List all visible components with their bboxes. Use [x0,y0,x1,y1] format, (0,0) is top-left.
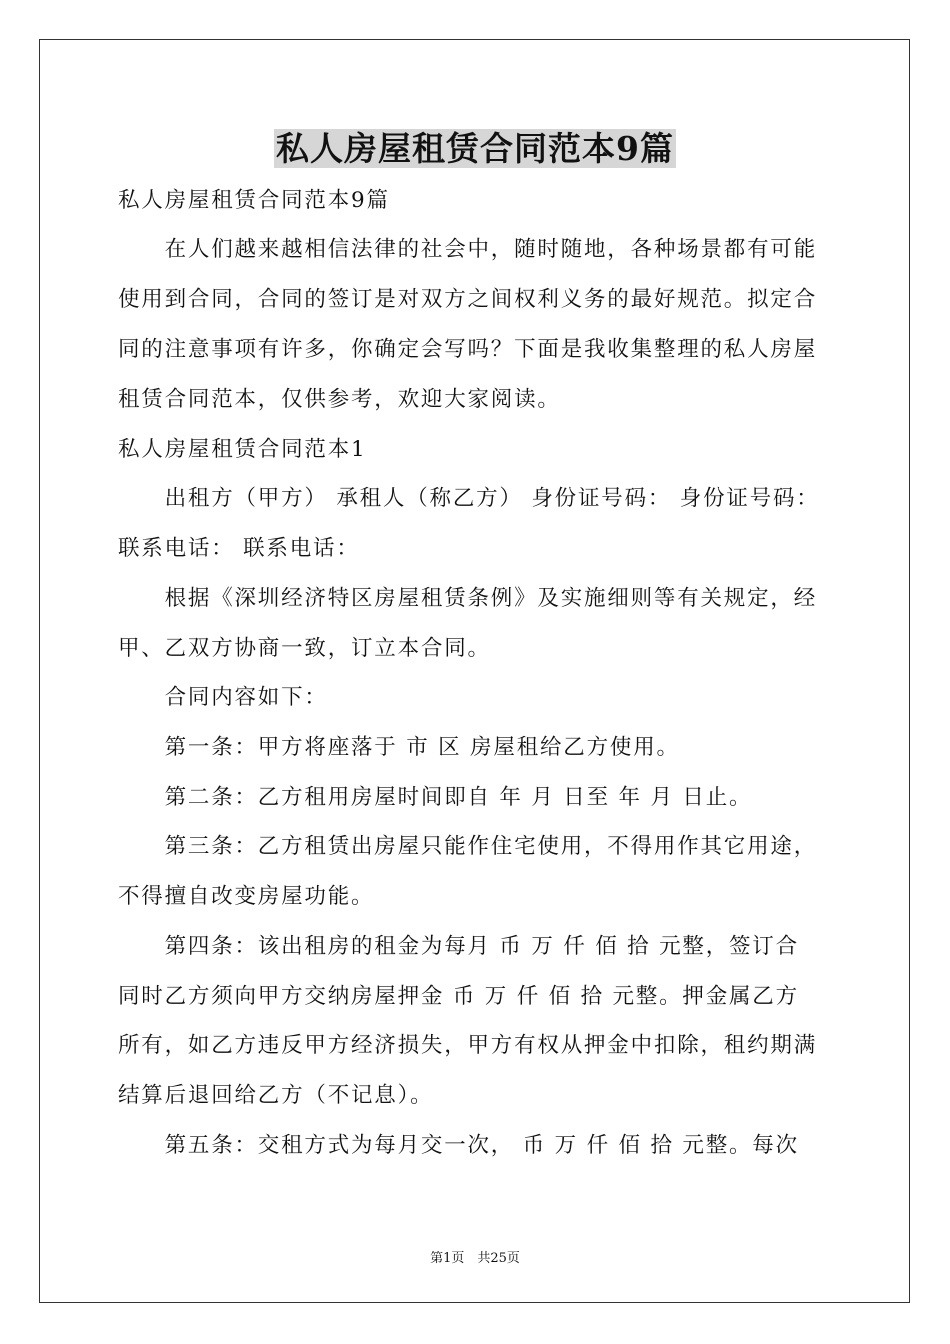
text-line: 不得擅自改变房屋功能。 [118,884,375,909]
text-line: 私人房屋租赁合同范本1 [118,437,367,462]
page-border [39,39,910,1303]
text-line: 第一条：甲方将座落于 市 区 房屋租给乙方使用。 [118,735,680,760]
text-line: 第四条：该出租房的租金为每月 币 万 仟 佰 拾 元整，签订合 [118,934,799,959]
document-title: 私人房屋租赁合同范本9篇 [276,129,674,168]
text-line: 第五条：交租方式为每月交一次， 币 万 仟 佰 拾 元整。每次 [118,1133,799,1158]
text-line: 第二条：乙方租用房屋时间即自 年 月 日至 年 月 日止。 [118,785,753,810]
text-line: 同的注意事项有许多，你确定会写吗？下面是我收集整理的私人房屋 [118,337,818,362]
text-line: 结算后退回给乙方（不记息）。 [118,1083,434,1108]
text-line: 甲、乙双方协商一致，订立本合同。 [118,636,491,661]
text-line: 私人房屋租赁合同范本9篇 [118,188,390,213]
text-line: 根据《深圳经济特区房屋租赁条例》及实施细则等有关规定，经 [118,586,818,611]
document-title-block [0,128,950,170]
text-line: 第三条：乙方租赁出房屋只能作住宅使用，不得用作其它用途， [118,834,818,859]
text-line: 使用到合同，合同的签订是对双方之间权利义务的最好规范。拟定合 [118,287,818,312]
text-line: 联系电话： 联系电话： [118,536,360,561]
text-line: 在人们越来越相信法律的社会中，随时随地，各种场景都有可能 [118,237,818,262]
text-line: 出租方（甲方） 承租人（称乙方） 身份证号码： 身份证号码： [118,486,820,511]
text-line: 合同内容如下： [118,685,328,710]
text-line: 同时乙方须向甲方交纳房屋押金 币 万 仟 佰 拾 元整。押金属乙方 [118,984,799,1009]
text-line: 所有，如乙方违反甲方经济损失，甲方有权从押金中扣除，租约期满 [118,1033,818,1058]
text-line: 租赁合同范本，仅供参考，欢迎大家阅读。 [118,387,561,412]
page-footer: 第1页 共25页 [430,1251,520,1266]
